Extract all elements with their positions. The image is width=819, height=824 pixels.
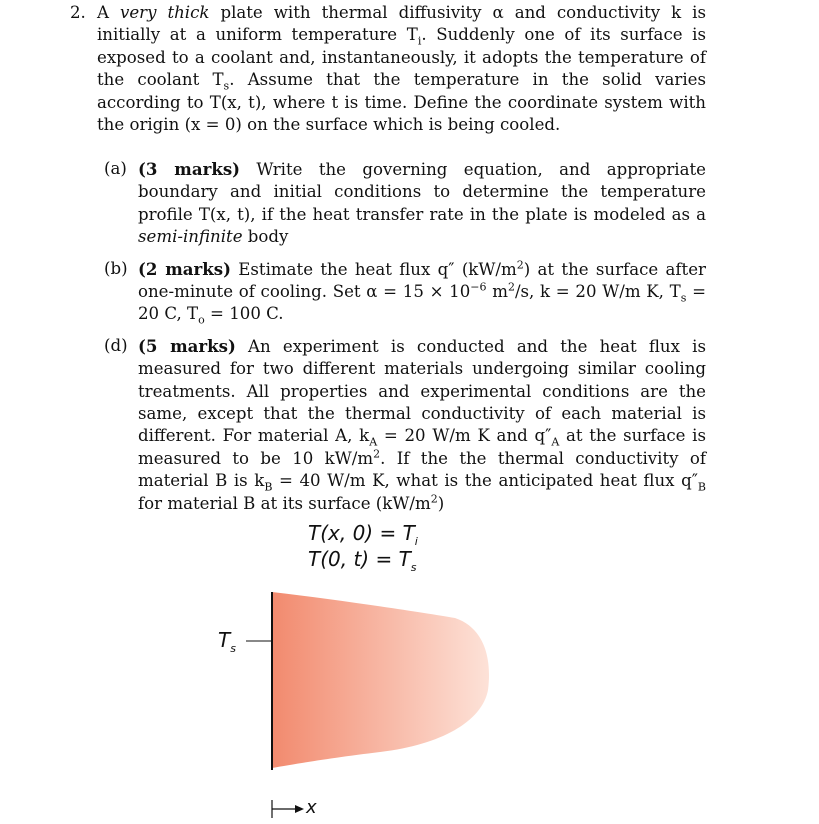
- initial-condition: T(x, $0) = T_i$: [308, 521, 418, 548]
- question-text: A very thick plate with thermal diffusivity α and conductivity k is initially at a uniform temperature $T_i$. Suddenly one of its surface is exposed to a coolant and, instantaneously, it adopts the temperature of the coolant $T_s$. Assume that the temperature in the solid varies according to T(x, t), where t is time. Define the coordinate system with the origin (x = 0) on the surface which is being cooled.: [97, 3, 706, 135]
- part-text: (3 marks) Write the governing equation, and appropriate boundary and initial conditions to determine the temperature profile T(x, t), if the heat transfer rate in the plate is modeled as a semi-infinite body: [138, 159, 706, 247]
- part-label: (d): [104, 335, 128, 355]
- part-text: (5 marks) An experiment is conducted and the heat flux is measured for two different materials undergoing similar cooling treatments. All properties and experimental conditions are the same, except that the thermal conductivity of each material is different. For material A, $k_A = 20$ W/m K and $q''_A$ at the surface is measured to be 10 $kW/m^2$. If the the thermal conductivity of material B is $k_B = 40$ W/m K, what is the anticipated heat flux $q''_B$ for material B at its surface $(kW/m^2)$: [138, 335, 707, 513]
- part-label: (a): [104, 159, 127, 178]
- x-axis-arrowhead: [295, 805, 304, 813]
- boundary-condition: T(0, $t) = T_s$: [308, 547, 417, 574]
- part-text: (2 marks) Estimate the heat flux q″ $(kW/m^2)$ at the surface after one-minute of cooling. Set $\alpha = 15 \times 10^{-6}$ $m^2/s$, k = 20 W/m K, $T_s = 20$ C, $T_o = 100$ C.: [138, 258, 706, 327]
- plate-body: [272, 592, 489, 768]
- x-axis-label: x: [306, 797, 317, 818]
- surface-temp-label: $T_s$: [218, 628, 236, 655]
- question-number: 2.: [70, 3, 86, 22]
- part-label: (b): [104, 258, 128, 278]
